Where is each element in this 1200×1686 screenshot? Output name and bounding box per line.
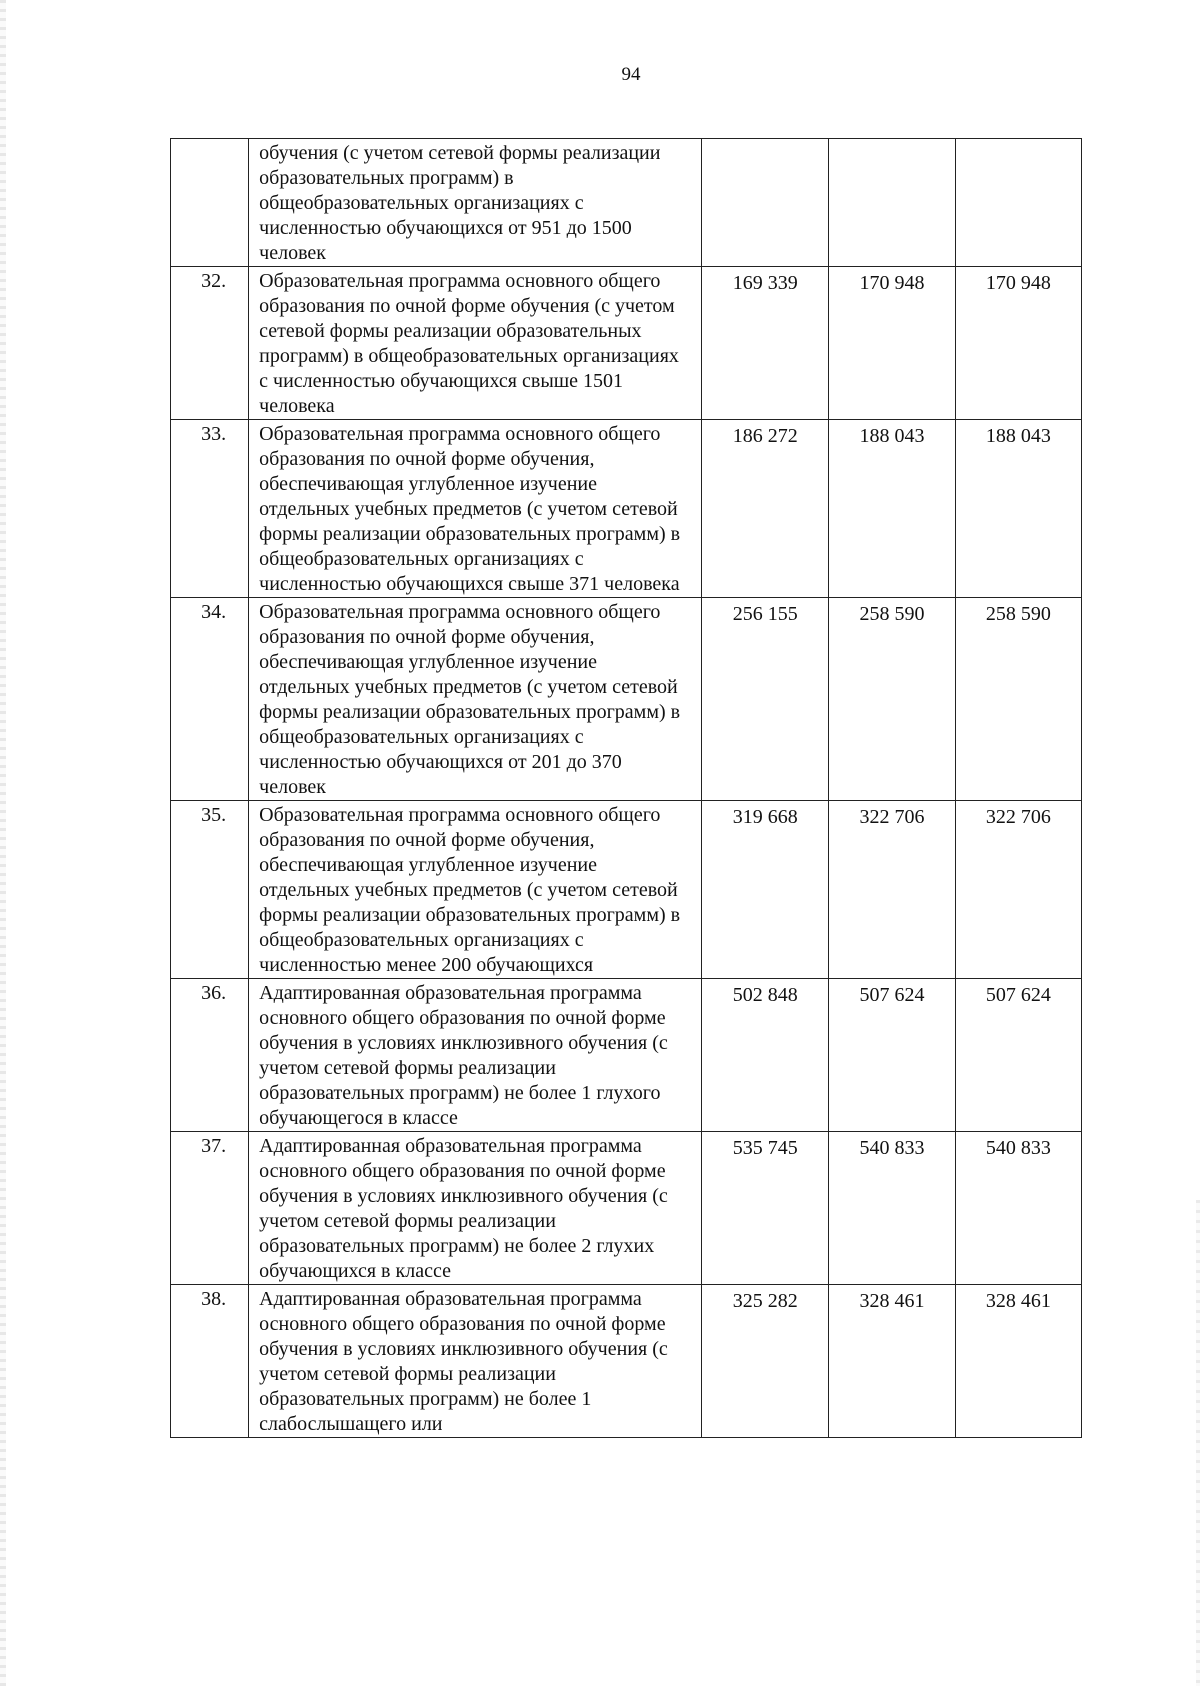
row-number: 36. xyxy=(171,979,249,1132)
table-row xyxy=(171,1285,1082,1438)
program-description: Образовательная программа основного общего образования по очной форме обучения, обеспечивающая углубленное изучение отдельных учебных предметов (с учетом сетевой формы реализации образовательных программ) в общеобразовательных организациях с численностью менее 200 обучающихся xyxy=(249,801,702,979)
value-year-3: 328 461 xyxy=(955,1285,1081,1438)
program-description: Образовательная программа основного общего образования по очной форме обучения (с учетом сетевой формы реализации образовательных программ) в общеобразовательных организациях с численностью обучающихся свыше 1501 человека xyxy=(249,267,702,420)
table-row xyxy=(171,598,1082,801)
value-year-1: 169 339 xyxy=(702,267,829,420)
value-year-3: 322 706 xyxy=(955,801,1081,979)
row-number: 32. xyxy=(171,267,249,420)
value-year-2: 170 948 xyxy=(829,267,955,420)
table-row xyxy=(171,801,1082,979)
program-description: Адаптированная образовательная программа основного общего образования по очной форме обучения в условиях инклюзивного обучения (с учетом сетевой формы реализации образовательных программ) не более 1 глухого обучающегося в классе xyxy=(249,979,702,1132)
value-year-1 xyxy=(702,139,829,267)
value-year-3 xyxy=(955,139,1081,267)
value-year-3: 540 833 xyxy=(955,1132,1081,1285)
row-number: 38. xyxy=(171,1285,249,1438)
value-year-2 xyxy=(829,139,955,267)
value-year-1: 502 848 xyxy=(702,979,829,1132)
table-row xyxy=(171,1132,1082,1285)
table-row xyxy=(171,420,1082,598)
value-year-2: 540 833 xyxy=(829,1132,955,1285)
row-number: 33. xyxy=(171,420,249,598)
value-year-1: 319 668 xyxy=(702,801,829,979)
value-year-2: 507 624 xyxy=(829,979,955,1132)
program-description: Образовательная программа основного общего образования по очной форме обучения, обеспечивающая углубленное изучение отдельных учебных предметов (с учетом сетевой формы реализации образовательных программ) в общеобразовательных организациях с численностью обучающихся свыше 371 человека xyxy=(249,420,702,598)
value-year-2: 322 706 xyxy=(829,801,955,979)
tariff-table xyxy=(170,138,1082,1438)
row-number: 34. xyxy=(171,598,249,801)
table-row xyxy=(171,267,1082,420)
page-number: 94 xyxy=(621,64,641,85)
table-row xyxy=(171,139,1082,267)
program-description: Адаптированная образовательная программа основного общего образования по очной форме обучения в условиях инклюзивного обучения (с учетом сетевой формы реализации образовательных программ) не более 2 глухих обучающихся в классе xyxy=(249,1132,702,1285)
scan-edge-right xyxy=(1196,1200,1200,1686)
scan-edge-left xyxy=(0,0,6,1686)
value-year-3: 170 948 xyxy=(955,267,1081,420)
row-number xyxy=(171,139,249,267)
value-year-2: 258 590 xyxy=(829,598,955,801)
value-year-1: 535 745 xyxy=(702,1132,829,1285)
table-row xyxy=(171,979,1082,1132)
row-number: 37. xyxy=(171,1132,249,1285)
value-year-1: 325 282 xyxy=(702,1285,829,1438)
value-year-3: 188 043 xyxy=(955,420,1081,598)
value-year-2: 328 461 xyxy=(829,1285,955,1438)
program-description: Образовательная программа основного общего образования по очной форме обучения, обеспечивающая углубленное изучение отдельных учебных предметов (с учетом сетевой формы реализации образовательных программ) в общеобразовательных организациях с численностью обучающихся от 201 до 370 человек xyxy=(249,598,702,801)
value-year-1: 186 272 xyxy=(702,420,829,598)
value-year-3: 507 624 xyxy=(955,979,1081,1132)
value-year-3: 258 590 xyxy=(955,598,1081,801)
row-number: 35. xyxy=(171,801,249,979)
value-year-2: 188 043 xyxy=(829,420,955,598)
program-description: обучения (с учетом сетевой формы реализации образовательных программ) в общеобразовательных организациях с численностью обучающихся от 951 до 1500 человек xyxy=(249,139,702,267)
value-year-1: 256 155 xyxy=(702,598,829,801)
program-description: Адаптированная образовательная программа основного общего образования по очной форме обучения в условиях инклюзивного обучения (с учетом сетевой формы реализации образовательных программ) не более 1 слабослышащего или xyxy=(249,1285,702,1438)
